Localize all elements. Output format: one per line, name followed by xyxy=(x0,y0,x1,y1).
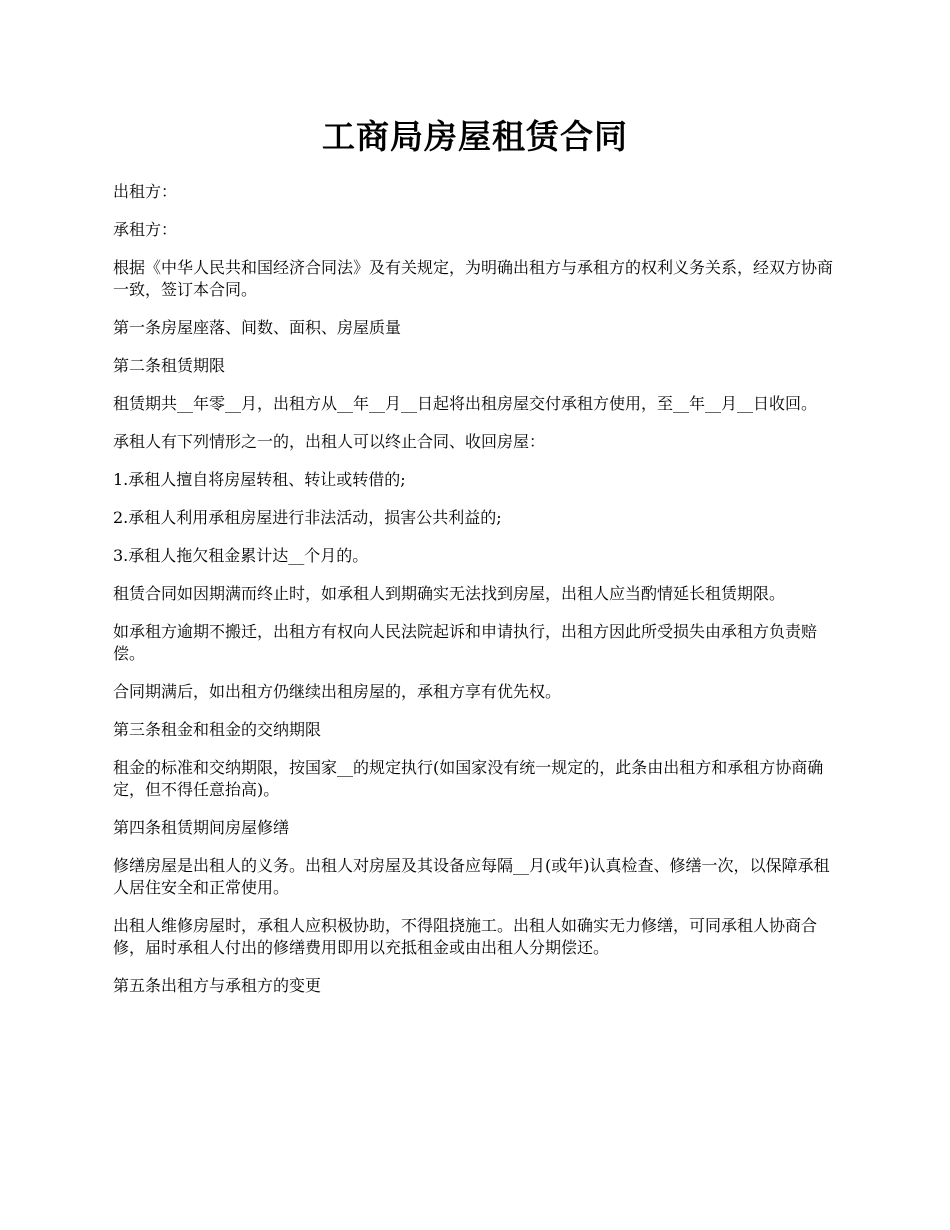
article-1-heading: 第一条房屋座落、间数、面积、房屋质量 xyxy=(113,318,402,337)
article-4-heading: 第四条租赁期间房屋修缮 xyxy=(113,818,290,837)
rent-standard-paragraph: 租金的标准和交纳期限，按国家__的规定执行(如国家没有统一规定的，此条由出租方和承租方协商确定，但不得任意抬高)。 xyxy=(113,758,824,799)
repair-duty-paragraph: 修缮房屋是出租人的义务。出租人对房屋及其设备应每隔__月(或年)认真检查、修缮一次，以保障承租人居住安全和正常使用。 xyxy=(113,856,830,897)
document-body xyxy=(113,181,837,1013)
priority-right-paragraph: 合同期满后，如出租方仍继续出租房屋的，承租方享有优先权。 xyxy=(113,682,562,701)
party-lessee-line: 承租方： xyxy=(113,220,178,239)
party-lessor-line: 出租方： xyxy=(113,182,178,201)
termination-item-3: 3.承租人拖欠租金累计达__个月的。 xyxy=(113,546,369,565)
lease-term-paragraph: 租赁期共__年零__月，出租方从__年__月__日起将出租房屋交付承租方使用，至__年__月__日收回。 xyxy=(113,394,818,413)
preamble-paragraph: 根据《中华人民共和国经济合同法》及有关规定，为明确出租方与承租方的权利义务关系，经双方协商一致，签订本合同。 xyxy=(113,258,834,299)
article-2-heading: 第二条租赁期限 xyxy=(113,356,226,375)
document-title: 工商局房屋租赁合同 xyxy=(322,117,628,156)
termination-item-2: 2.承租人利用承租房屋进行非法活动，损害公共利益的; xyxy=(113,508,502,527)
termination-conditions-paragraph: 承租人有下列情形之一的，出租人可以终止合同、收回房屋： xyxy=(113,432,546,451)
expiry-extension-paragraph: 租赁合同如因期满而终止时，如承租人到期确实无法找到房屋，出租人应当酌情延长租赁期限。 xyxy=(113,584,786,603)
article-5-heading: 第五条出租方与承租方的变更 xyxy=(113,976,322,995)
termination-item-1: 1.承租人擅自将房屋转租、转让或转借的; xyxy=(113,470,406,489)
overdue-move-out-paragraph: 如承租方逾期不搬迁，出租方有权向人民法院起诉和申请执行，出租方因此所受损失由承租方负责赔偿。 xyxy=(113,622,818,663)
article-3-heading: 第三条租金和租金的交纳期限 xyxy=(113,720,322,739)
repair-cooperation-paragraph: 出租人维修房屋时，承租人应积极协助，不得阻挠施工。出租人如确实无力修缮，可同承租人协商合修，届时承租人付出的修缮费用即用以充抵租金或由出租人分期偿还。 xyxy=(113,916,818,957)
